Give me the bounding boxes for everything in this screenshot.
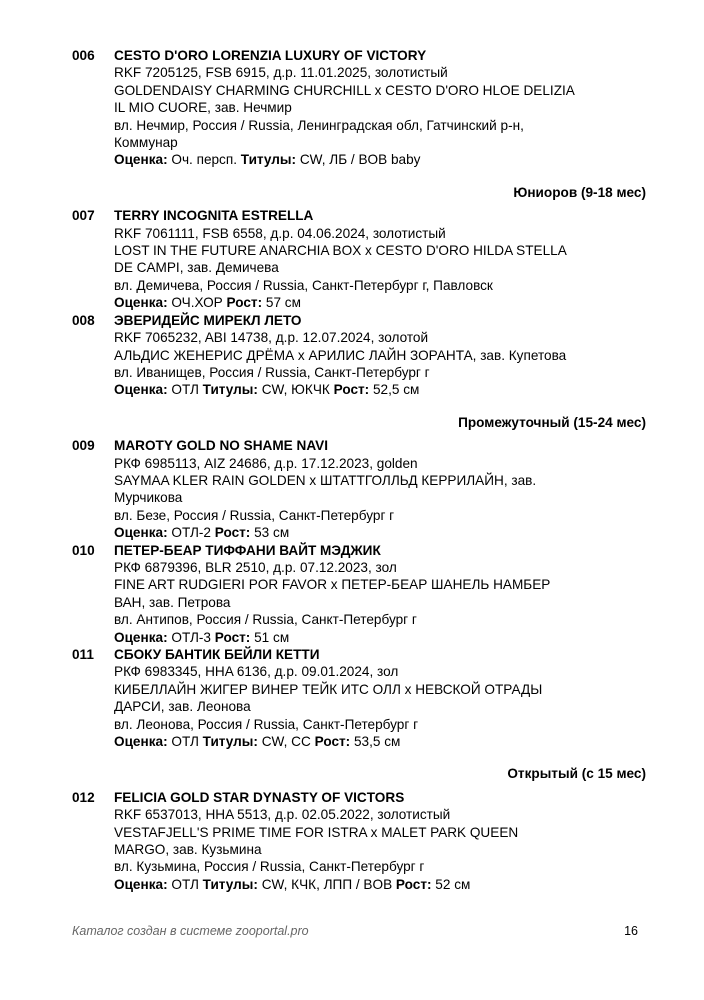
parents: FINE ART RUDGIERI POR FAVOR x ПЕТЕР-БЕАР ШАНЕЛЬ НАМБЕР bbox=[114, 577, 551, 593]
owner: вл. Нечмир, Россия / Russia, Ленинградская обл, Гатчинский р-н, bbox=[114, 117, 524, 133]
results bbox=[114, 629, 646, 646]
dog-name: MAROTY GOLD NO SHAME NAVI bbox=[114, 438, 328, 454]
entry-number: 009 bbox=[72, 438, 95, 454]
parents: LOST IN THE FUTURE ANARCHIA BOX x CESTO D'ORO HILDA STELLA bbox=[114, 243, 567, 259]
parents: КИБЕЛЛАЙН ЖИГЕР ВИНЕР ТЕЙК ИТС ОЛЛ x НЕВСКОЙ ОТРАДЫ bbox=[114, 681, 543, 697]
results bbox=[114, 381, 646, 398]
registration: РКФ 6985113, AIZ 24686, д.р. 17.12.2023, golden bbox=[114, 455, 418, 471]
owner: вл. Иванищев, Россия / Russia, Санкт-Петербург г bbox=[114, 364, 430, 380]
height-label: Рост: bbox=[226, 295, 263, 311]
grade-label: Оценка: bbox=[114, 734, 168, 750]
parents: АЛЬДИС ЖЕНЕРИС ДРЁМА x АРИЛИС ЛАЙН ЗОРАНТА, зав. Купетова bbox=[114, 347, 567, 363]
grade-value: ОЧ.ХОР bbox=[167, 295, 227, 311]
footer-text: Каталог создан в системе zooportal.pro bbox=[72, 924, 309, 938]
titles-label: Титулы: bbox=[240, 152, 297, 168]
registration: RKF 7065232, ABI 14738, д.р. 12.07.2024, золотой bbox=[114, 330, 429, 346]
entry-number: 011 bbox=[72, 647, 94, 662]
entry-number: 006 bbox=[72, 48, 95, 63]
titles-label: Титулы: bbox=[202, 876, 258, 892]
owner-continued: Коммунар bbox=[114, 135, 178, 151]
results bbox=[114, 294, 646, 311]
grade-value: ОТЛ-2 bbox=[167, 525, 215, 541]
dog-name: СБОКУ БАНТИК БЕЙЛИ КЕТТИ bbox=[114, 647, 320, 662]
titles-value: CW, CC bbox=[257, 734, 315, 750]
titles-value: CW, ЮКЧК bbox=[257, 382, 334, 398]
results bbox=[114, 733, 646, 750]
grade-value: ОТЛ bbox=[167, 734, 203, 750]
titles-value: CW, ЛБ / BOB baby bbox=[296, 152, 421, 168]
dog-name: CESTO D'ORO LORENZIA LUXURY OF VICTORY bbox=[114, 48, 427, 63]
grade-value: ОТЛ-3 bbox=[167, 629, 215, 645]
owner: вл. Антипов, Россия / Russia, Санкт-Петербург г bbox=[114, 612, 417, 628]
height-value: 51 см bbox=[250, 629, 290, 645]
registration: RKF 7205125, FSB 6915, д.р. 11.01.2025, золотистый bbox=[114, 65, 448, 81]
grade-label: Оценка: bbox=[114, 295, 168, 311]
grade-value: ОТЛ bbox=[167, 382, 203, 398]
dog-name: ЭВЕРИДЕЙС МИРЕКЛ ЛЕТО bbox=[114, 312, 302, 328]
parents-breeder: DE CAMPI, зав. Демичева bbox=[114, 260, 279, 276]
dog-entry-012 bbox=[72, 789, 646, 893]
height-value: 57 см bbox=[262, 295, 301, 311]
grade-label: Оценка: bbox=[114, 876, 168, 892]
registration: RKF 7061111, FSB 6558, д.р. 04.06.2024, золотистый bbox=[114, 225, 446, 241]
dog-name: FELICIA GOLD STAR DYNASTY OF VICTORS bbox=[114, 789, 405, 805]
parents-breeder: ДАРСИ, зав. Леонова bbox=[114, 699, 251, 715]
catalog-content bbox=[72, 47, 646, 893]
section-heading-open: Открытый (с 15 мес) bbox=[507, 766, 646, 782]
parents-breeder: Мурчикова bbox=[114, 490, 183, 506]
dog-entry-010 bbox=[72, 542, 646, 646]
results bbox=[114, 151, 646, 168]
height-label: Рост: bbox=[333, 382, 370, 398]
grade-label: Оценка: bbox=[114, 629, 168, 645]
entry-number: 008 bbox=[72, 312, 95, 328]
dog-entry-009 bbox=[72, 437, 646, 541]
results bbox=[114, 876, 646, 893]
registration: RKF 6537013, HHA 5513, д.р. 02.05.2022, золотистый bbox=[114, 807, 451, 823]
owner: вл. Демичева, Россия / Russia, Санкт-Петербург г, Павловск bbox=[114, 277, 493, 293]
parents: VESTAFJELL'S PRIME TIME FOR ISTRA x MALET PARK QUEEN bbox=[114, 824, 519, 840]
height-value: 52,5 см bbox=[369, 382, 420, 398]
owner: вл. Безе, Россия / Russia, Санкт-Петербург г bbox=[114, 507, 395, 523]
dog-entry-011 bbox=[72, 646, 646, 750]
titles-value: CW, КЧК, ЛПП / BOB bbox=[257, 876, 396, 892]
results bbox=[114, 524, 646, 541]
height-value: 53,5 см bbox=[350, 734, 401, 750]
entry-number: 010 bbox=[72, 542, 95, 558]
dog-name: ПЕТЕР-БЕАР ТИФФАНИ ВАЙТ МЭДЖИК bbox=[114, 542, 381, 558]
height-label: Рост: bbox=[214, 629, 251, 645]
titles-label: Титулы: bbox=[202, 382, 258, 398]
entry-number: 012 bbox=[72, 789, 95, 805]
parents: GOLDENDAISY CHARMING CHURCHILL x CESTO D'ORO HLOE DELIZIA bbox=[114, 82, 575, 98]
height-value: 52 см bbox=[431, 876, 471, 892]
grade-label: Оценка: bbox=[114, 152, 168, 168]
height-label: Рост: bbox=[314, 734, 351, 750]
registration: РКФ 6879396, BLR 2510, д.р. 07.12.2023, зол bbox=[114, 559, 397, 575]
dog-name: TERRY INCOGNITA ESTRELLA bbox=[114, 208, 314, 224]
page-number: 16 bbox=[624, 924, 638, 938]
dog-entry-007 bbox=[72, 207, 646, 311]
parents: SAYMAA KLER RAIN GOLDEN x ШТАТТГОЛЛЬД КЕРРИЛАЙН, зав. bbox=[114, 472, 537, 488]
parents-breeder: MARGO, зав. Кузьмина bbox=[114, 842, 262, 858]
parents-breeder: ВАН, зав. Петрова bbox=[114, 594, 231, 610]
height-label: Рост: bbox=[214, 525, 251, 541]
entry-number: 007 bbox=[72, 208, 95, 224]
dog-entry-006 bbox=[72, 47, 646, 169]
grade-value: Оч. персп. bbox=[167, 152, 241, 168]
grade-label: Оценка: bbox=[114, 382, 168, 398]
grade-value: ОТЛ bbox=[167, 876, 203, 892]
dog-entry-008 bbox=[72, 312, 646, 399]
height-value: 53 см bbox=[250, 525, 290, 541]
section-heading-intermediate: Промежуточный (15-24 мес) bbox=[458, 414, 646, 430]
height-label: Рост: bbox=[395, 876, 432, 892]
section-heading-juniors: Юниоров (9-18 мес) bbox=[513, 184, 646, 200]
owner: вл. Кузьмина, Россия / Russia, Санкт-Петербург г bbox=[114, 859, 425, 875]
grade-label: Оценка: bbox=[114, 525, 168, 541]
titles-label: Титулы: bbox=[202, 734, 258, 750]
registration: РКФ 6983345, HHA 6136, д.р. 09.01.2024, зол bbox=[114, 664, 399, 680]
owner: вл. Леонова, Россия / Russia, Санкт-Петербург г bbox=[114, 716, 419, 732]
parents-breeder: IL MIO CUORE, зав. Нечмир bbox=[114, 100, 292, 116]
